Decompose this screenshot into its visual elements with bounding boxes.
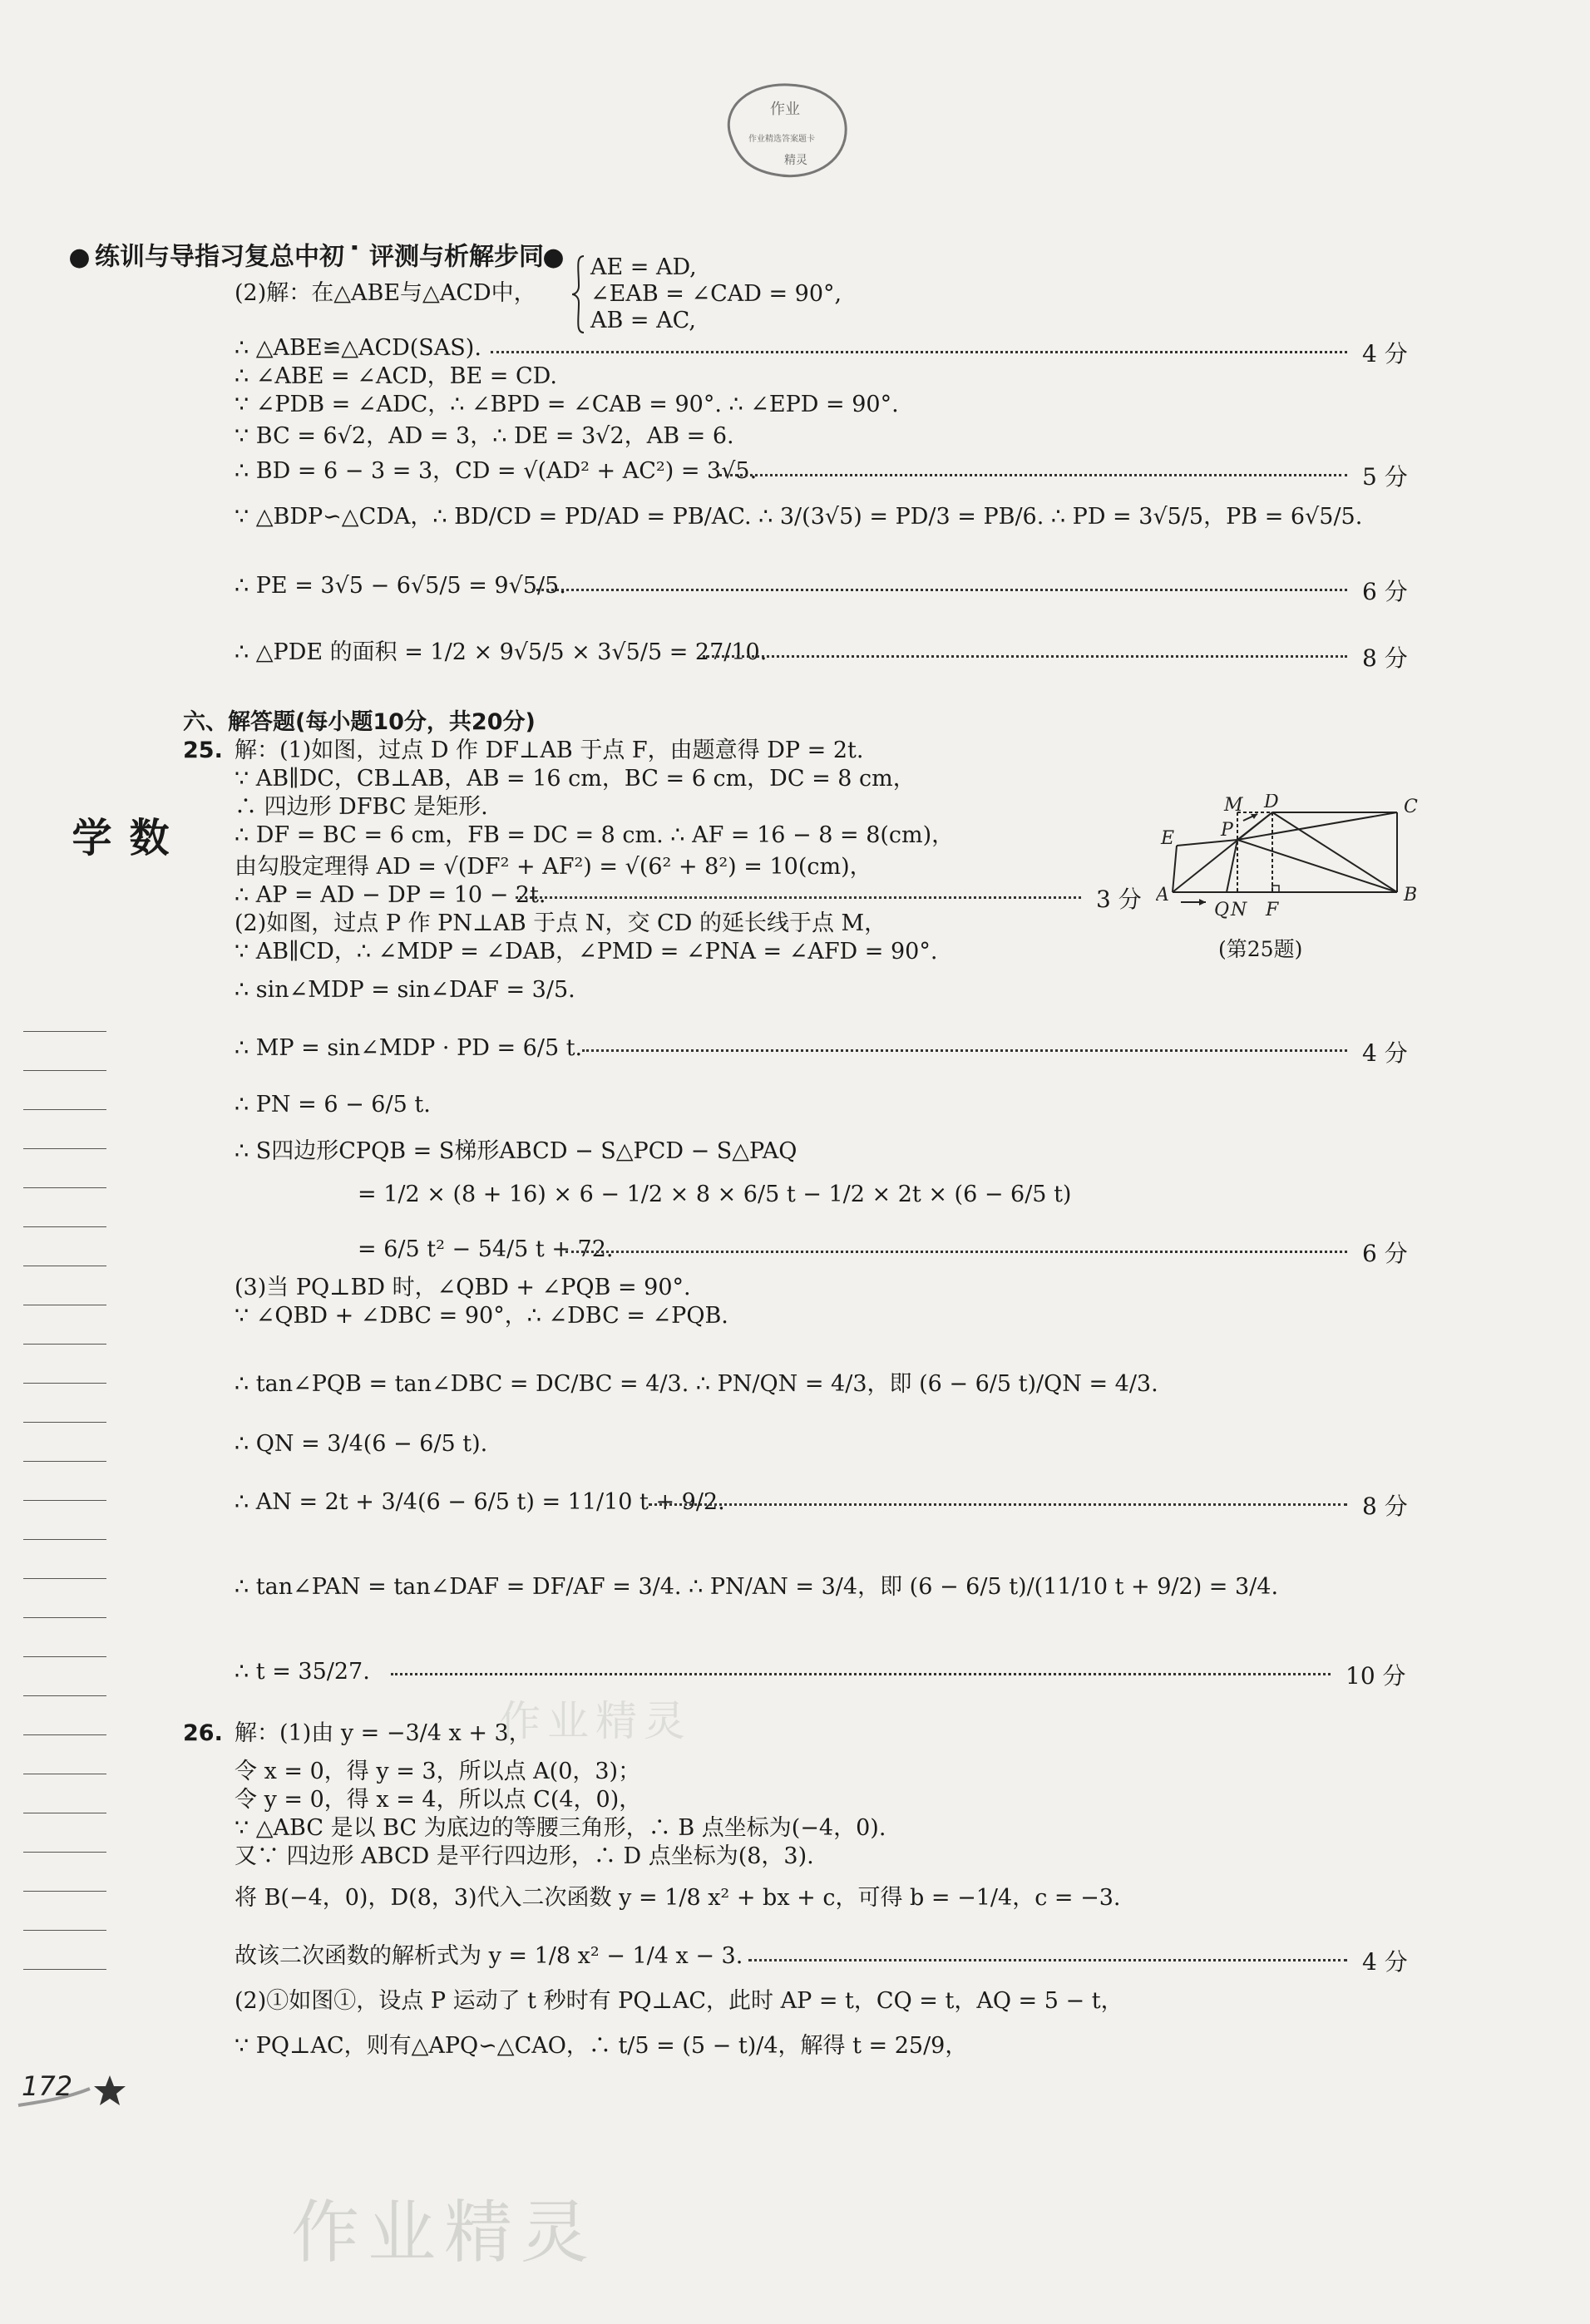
svg-text:E: E <box>1161 828 1175 849</box>
solution-line: = 6/5 t² − 54/5 t + 72. <box>358 1236 614 1262</box>
score-label: 5 分 <box>1362 463 1408 491</box>
score-leader <box>719 474 1347 476</box>
system-eq-1: AE = AD, <box>590 254 697 280</box>
solution-line: ∴ PE = 3√5 − 6√5/5 = 9√5/5. <box>235 573 566 599</box>
score-label: 6 分 <box>1362 1240 1408 1267</box>
question-number: 26. <box>183 1720 223 1746</box>
solution-line: ∴ tan∠PQB = tan∠DBC = DC/BC = 4/3. ∴ PN/QN = 4/3，即 (6 − 6/5 t)/QN = 4/3. <box>235 1371 1158 1397</box>
solution-line: ∴ S四边形CPQB = S梯形ABCD − S△PCD − S△PAQ <box>235 1138 797 1164</box>
score-label: 8 分 <box>1362 644 1408 672</box>
watermark-text: 作业精灵 <box>499 1697 692 1745</box>
score-leader <box>703 655 1347 658</box>
series-title: ●同步解析与测评·初中总复习指导与训练● <box>65 243 568 277</box>
figure-caption: (第25题) <box>1218 937 1303 961</box>
solution-line: (3)当 PQ⊥BD 时，∠QBD + ∠PQB = 90°. <box>235 1275 691 1300</box>
solution-line: ∴ PN = 6 − 6/5 t. <box>235 1092 431 1118</box>
score-leader <box>391 1673 1331 1675</box>
score-leader <box>491 351 1347 353</box>
solution-line: ∴ t = 35/27. <box>235 1659 370 1685</box>
solution-line: ∴ AP = AD − DP = 10 − 2t. <box>235 882 546 908</box>
svg-text:D: D <box>1264 794 1279 812</box>
system-eq-3: AB = AC, <box>590 308 696 333</box>
score-leader <box>516 896 1081 899</box>
svg-text:C: C <box>1404 797 1418 817</box>
svg-text:A: A <box>1156 885 1169 905</box>
solution-line: 令 y = 0，得 x = 4，所以点 C(4，0)， <box>235 1787 642 1813</box>
svg-text:精灵: 精灵 <box>784 154 807 167</box>
score-leader <box>565 1251 1347 1253</box>
solution-line: = 1/2 × (8 + 16) × 6 − 1/2 × 8 × 6/5 t − 1/2 × 2t × (6 − 6/5 t) <box>358 1182 1072 1207</box>
star-icon <box>93 2074 126 2107</box>
svg-text:作业精选答案题卡: 作业精选答案题卡 <box>748 135 815 144</box>
solution-line: 由勾股定理得 AD = √(DF² + AF²) = √(6² + 8²) = 10(cm)， <box>235 854 872 880</box>
solution-line: ∴ tan∠PAN = tan∠DAF = DF/AF = 3/4. ∴ PN/AN = 3/4，即 (6 − 6/5 t)/(11/10 t + 9/2) = 3/4. <box>235 1574 1279 1600</box>
note-lines <box>23 1031 106 2008</box>
svg-text:B: B <box>1404 885 1418 905</box>
stamp-logo <box>714 76 855 185</box>
subject-label: 数学 <box>65 817 169 863</box>
solution-line: 令 x = 0，得 y = 3，所以点 A(0，3)； <box>235 1759 641 1784</box>
svg-text:F: F <box>1266 900 1279 920</box>
score-label: 10 分 <box>1346 1662 1406 1690</box>
score-label: 3 分 <box>1096 886 1142 913</box>
score-label: 4 分 <box>1362 1039 1408 1067</box>
solution-line: ∵ AB∥DC，CB⊥AB，AB = 16 cm，BC = 6 cm，DC = 8 cm， <box>235 766 916 792</box>
section-heading: 六、解答题(每小题10分，共20分) <box>183 709 536 735</box>
score-leader <box>649 1503 1347 1506</box>
solution-line: ∴ sin∠MDP = sin∠DAF = 3/5. <box>235 977 575 1003</box>
watermark-text: 作业精灵 <box>291 2193 598 2272</box>
score-label: 8 分 <box>1362 1493 1408 1520</box>
score-leader <box>748 1959 1347 1961</box>
svg-text:M: M <box>1224 795 1243 816</box>
score-label: 4 分 <box>1362 1948 1408 1976</box>
solution-line: (2)如图，过点 P 作 PN⊥AB 于点 N，交 CD 的延长线于点 M， <box>235 910 887 936</box>
system-brace <box>570 253 587 336</box>
solution-line: ∴ DF = BC = 6 cm，FB = DC = 8 cm. ∴ AF = 16 − 8 = 8(cm)， <box>235 822 955 848</box>
solution-line: ∴ BD = 6 − 3 = 3，CD = √(AD² + AC²) = 3√5. <box>235 458 758 484</box>
solution-line: 解：(1)由 y = −3/4 x + 3， <box>235 1720 531 1746</box>
solution-line: ∴ QN = 3/4(6 − 6/5 t). <box>235 1431 488 1457</box>
question-number: 25. <box>183 738 223 763</box>
solution-line: ∴ 四边形 DFBC 是矩形. <box>235 794 488 820</box>
solution-line: ∵ PQ⊥AC，则有△APQ∽△CAO，∴ t/5 = (5 − t)/4，解得 t = 25/9， <box>235 2033 968 2059</box>
solution-line: 故该二次函数的解析式为 y = 1/8 x² − 1/4 x − 3. <box>235 1943 743 1969</box>
score-label: 6 分 <box>1362 578 1408 605</box>
page-number: 172 <box>22 2070 73 2102</box>
page-number-badge <box>15 2064 106 2114</box>
solution-line: ∴ ∠ABE = ∠ACD，BE = CD. <box>235 363 557 389</box>
solution-line: ∵ △ABC 是以 BC 为底边的等腰三角形，∴ B 点坐标为(−4，0). <box>235 1815 886 1841</box>
solution-line: (2)解：在△ABE与△ACD中， <box>235 280 536 306</box>
solution-line: ∵ △BDP∽△CDA，∴ BD/CD = PD/AD = PB/AC. ∴ 3/(3√5) = PD/3 = PB/6. ∴ PD = 3√5/5，PB = 6√5/5. <box>235 504 1363 530</box>
solution-line: ∴ MP = sin∠MDP · PD = 6/5 t. <box>235 1035 583 1061</box>
svg-text:Q: Q <box>1214 900 1230 920</box>
score-leader <box>532 589 1347 591</box>
solution-line: ∴ △ABE≌△ACD(SAS). <box>235 335 481 361</box>
solution-line: 又∵ 四边形 ABCD 是平行四边形，∴ D 点坐标为(8，3). <box>235 1843 814 1869</box>
solution-line: ∵ ∠QBD + ∠DBC = 90°，∴ ∠DBC = ∠PQB. <box>235 1303 728 1329</box>
solution-line: (2)①如图①，设点 P 运动了 t 秒时有 PQ⊥AC，此时 AP = t，CQ = t，AQ = 5 − t， <box>235 1988 1123 2014</box>
system-eq-2: ∠EAB = ∠CAD = 90°, <box>590 281 842 307</box>
svg-text:作业: 作业 <box>770 101 800 118</box>
solution-line: ∵ AB∥CD，∴ ∠MDP = ∠DAB，∠PMD = ∠PNA = ∠AFD = 90°. <box>235 939 938 965</box>
solution-line: 解：(1)如图，过点 D 作 DF⊥AB 于点 F，由题意得 DP = 2t. <box>235 738 864 763</box>
solution-line: ∴ AN = 2t + 3/4(6 − 6/5 t) = 11/10 t + 9/2. <box>235 1489 725 1515</box>
svg-text:P: P <box>1221 820 1233 841</box>
solution-line: ∵ BC = 6√2，AD = 3，∴ DE = 3√2，AB = 6. <box>235 423 734 449</box>
solution-line: ∵ ∠PDB = ∠ADC，∴ ∠BPD = ∠CAB = 90°. ∴ ∠EPD = 90°. <box>235 392 899 417</box>
score-label: 4 分 <box>1362 340 1408 368</box>
solution-line: 将 B(−4，0)，D(8，3)代入二次函数 y = 1/8 x² + bx + c，可得 b = −1/4，c = −3. <box>235 1885 1121 1911</box>
solution-line: ∴ △PDE 的面积 = 1/2 × 9√5/5 × 3√5/5 = 27/10. <box>235 639 768 665</box>
score-leader <box>582 1049 1347 1052</box>
svg-text:N: N <box>1231 900 1247 920</box>
